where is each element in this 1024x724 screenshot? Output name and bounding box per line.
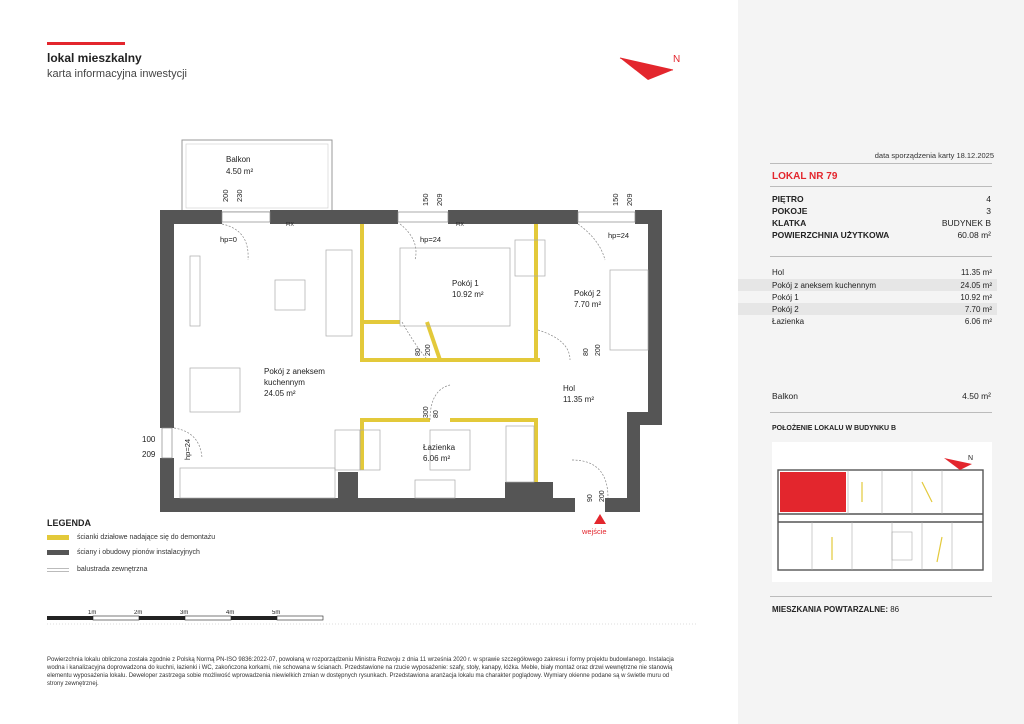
room-lazienka-area: 6.06 m²	[423, 454, 451, 463]
floor-plan	[130, 130, 670, 540]
window-label: 100	[142, 435, 156, 444]
summary-row: PIĘTRO 4	[772, 194, 991, 204]
window-label: 150	[421, 193, 430, 206]
page-subtitle: karta informacyjna inwestycji	[47, 68, 187, 80]
legend-label: ścianki działowe nadające się do demontażu	[77, 534, 216, 541]
room-salon-name: Pokój z aneksem	[264, 367, 325, 376]
north-label: N	[673, 54, 681, 65]
room-salon-name2: kuchennym	[264, 378, 305, 387]
summary-row: POKOJE 3	[772, 206, 991, 216]
divider	[770, 412, 992, 413]
door-label: 300	[423, 406, 430, 418]
legend-item	[47, 549, 200, 556]
window-label: 209	[142, 450, 156, 459]
entrance-arrow-icon	[594, 514, 606, 524]
legend-item	[47, 534, 215, 541]
legend-label: ściany i obudowy pionów instalacyjnych	[77, 549, 200, 556]
balkon-row: Balkon 4.50 m²	[772, 391, 991, 401]
summary-row: POWIERZCHNIA UŻYTKOWA 60.08 m²	[772, 230, 991, 240]
accent-bar	[47, 42, 125, 45]
room-row: Łazienka 6.06 m²	[772, 316, 992, 326]
window-label: 209	[625, 193, 634, 206]
highlighted-unit	[780, 472, 846, 512]
room-row: Hol 11.35 m²	[772, 267, 992, 277]
hp-label: hp=24	[420, 235, 442, 244]
divider	[770, 596, 992, 597]
room-row: Pokój 2 7.70 m²	[738, 303, 997, 315]
scale-tick: 3m	[180, 610, 189, 616]
scale-tick: 1m	[88, 610, 97, 616]
legend-swatch-partition	[47, 535, 69, 540]
room-pokoj1-area: 10.92 m²	[452, 290, 484, 299]
door-label: 200	[595, 344, 602, 356]
window-label: 150	[611, 193, 620, 206]
minimap-north-label: N	[968, 455, 974, 462]
scale-bar	[47, 610, 707, 626]
scale-tick: 4m	[226, 610, 235, 616]
divider	[770, 186, 992, 187]
room-balkon-name: Balkon	[226, 155, 251, 164]
hp-label: hp=24	[183, 438, 192, 460]
window-label: 230	[235, 189, 244, 202]
room-balkon-area: 4.50 m²	[226, 167, 254, 176]
divider	[770, 163, 992, 164]
room-pokoj2-area: 7.70 m²	[574, 300, 602, 309]
north-arrow-icon	[618, 48, 688, 82]
room-row: Pokój z aneksem kuchennym 24.05 m²	[738, 279, 997, 291]
fix-label: FIX	[456, 222, 464, 228]
door-label: 80	[415, 348, 422, 356]
page-title: lokal mieszkalny	[47, 51, 142, 65]
divider	[770, 256, 992, 257]
legend-swatch-railing	[47, 568, 69, 572]
room-pokoj1-name: Pokój 1	[452, 279, 479, 288]
door-label: 80	[583, 348, 590, 356]
location-title: POŁOŻENIE LOKALU W BUDYNKU B	[772, 425, 897, 432]
room-salon-area: 24.05 m²	[264, 389, 296, 398]
scale-tick: 2m	[134, 610, 143, 616]
building-minimap	[772, 442, 992, 582]
room-lazienka-name: Łazienka	[423, 443, 456, 452]
hp-label: hp=0	[220, 235, 237, 244]
room-pokoj2-name: Pokój 2	[574, 289, 601, 298]
footnote: Powierzchnia lokalu obliczona została zgodnie z Polską Normą PN-ISO 9836:2022-07, powołaną w rozporządzeniu Ministra Rozwoju z dnia 11 września 2020 r. w sprawie szczegółowego zakresu i formy projektu budowlanego. Instalacja wodna i kanalizacyjna doprowadzona do kuchni, łazienki i WC, zakończona korkami, nie schowana w ścianach. Przedstawione na rzucie wyposażenie: szafy, stoły, kanapy, łóżka. Meble, biały montaż oraz drzwi wewnętrzne nie stanowią elementu wyposażenia lokalu. Deweloper zastrzega sobie możliwość wprowadzenia niewielkich zmian w dostępnych rysunkach. Przedstawiona aranżacja lokalu ma charakter poglądowy. Wymiary okienne podane są w świetle muru od strony zewnętrznej.	[47, 657, 674, 687]
lokal-number: LOKAL NR 79	[772, 171, 838, 182]
window-label: 200	[221, 189, 230, 202]
legend-label: balustrada zewnętrzna	[77, 566, 148, 573]
fix-label: FIX	[286, 222, 294, 228]
room-hol-area: 11.35 m²	[563, 395, 594, 404]
room-hol-name: Hol	[563, 384, 576, 393]
hp-label: hp=24	[608, 231, 630, 240]
info-panel	[738, 0, 1024, 724]
scale-tick: 5m	[272, 610, 281, 616]
door-label: 200	[425, 344, 432, 356]
legend-item	[47, 566, 147, 573]
door-label: 90	[587, 494, 594, 502]
legend-swatch-wall	[47, 550, 69, 555]
entrance-label: wejście	[582, 527, 607, 536]
door-label: 200	[599, 490, 606, 502]
repeat-units: MIESZKANIA POWTARZALNE: 86	[772, 605, 900, 614]
summary-row: KLATKA BUDYNEK B	[772, 218, 991, 228]
legend-title: LEGENDA	[47, 518, 92, 528]
room-row: Pokój 1 10.92 m²	[772, 292, 992, 302]
window-label: 209	[435, 193, 444, 206]
door-label: 80	[433, 410, 440, 418]
date-label: data sporządzenia karty 18.12.2025	[874, 151, 994, 160]
balcony-outline	[182, 140, 332, 212]
